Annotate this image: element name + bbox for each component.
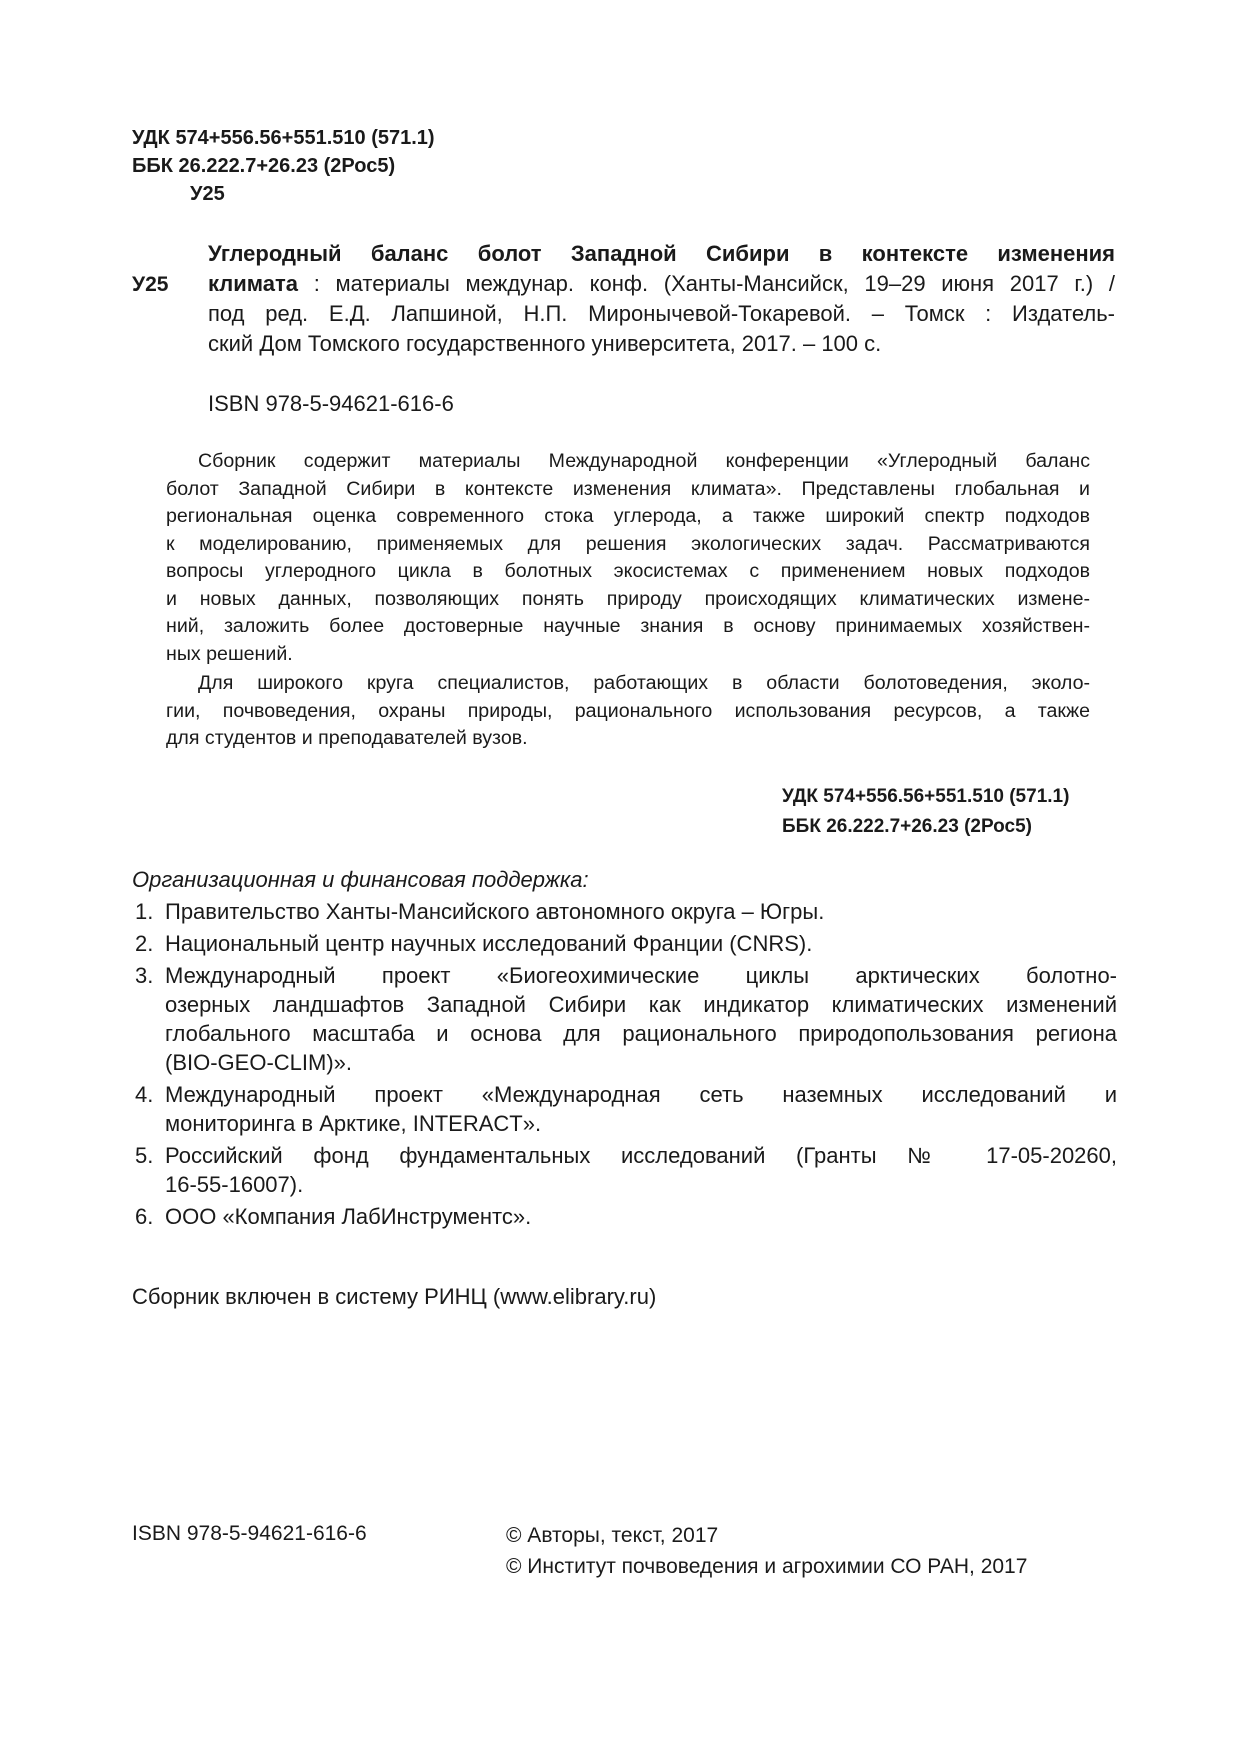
list-item: 3. Международный проект «Биогеохимические циклы арктических болотно- озерных ландшафтов Западной Сибири как индикатор климатических изменений глобального масштаба и основа для рационального природопользования региона (BIO-GEO-CLIM)». — [135, 963, 1117, 1075]
annotation-line: и новых данных, позволяющих понять природу происходящих климатических измене- — [166, 587, 1090, 610]
annotation-line: Для широкого круга специалистов, работающих в области болотоведения, эколо- — [198, 672, 1090, 694]
copyright-line: © Авторы, текст, 2017 — [506, 1524, 719, 1547]
list-item: 6. ООО «Компания ЛабИнструментс». — [135, 1204, 532, 1229]
annotation-line: вопросы углеродного цикла в болотных экосистемах с применением новых подходов — [166, 560, 1090, 582]
udk-code-footer: УДК 574+556.56+551.510 (571.1) — [782, 786, 1070, 807]
catalog-code: У25 — [132, 273, 169, 296]
catalog-publisher-line: ский Дом Томского государственного университета, 2017. – 100 с. — [208, 331, 882, 356]
catalog-editors-line: под ред. Е.Д. Лапшиной, Н.П. Миронычевой-Токаревой. – Томск : Издатель- — [208, 301, 1115, 326]
catalog-isbn: ISBN 978-5-94621-616-6 — [208, 391, 454, 416]
annotation — [166, 448, 1090, 753]
catalog-title-line-2: климата : материалы междунар. конф. (Ханты-Мансийск, 19–29 июня 2017 г.) / — [208, 271, 1115, 296]
bbk-code-footer: ББК 26.222.7+26.23 (2Рос5) — [782, 816, 1032, 837]
list-item: 5. Российский фонд фундаментальных исследований (Гранты № 17-05-20260, 16-55-16007). — [135, 1143, 1117, 1197]
list-item: 2. Национальный центр научных исследований Франции (CNRS). — [135, 931, 813, 956]
support-heading: Организационная и финансовая поддержка: — [132, 867, 589, 892]
bbk-code: ББК 26.222.7+26.23 (2Рос5) — [132, 155, 396, 177]
annotation-line: болот Западной Сибири в контексте изменения климата». Представлены глобальная и — [166, 477, 1090, 500]
support-list — [132, 897, 1117, 1231]
list-item: 1. Правительство Ханты-Мансийского автономного округа – Югры. — [135, 899, 825, 924]
support-section — [132, 865, 1117, 1231]
annotation-line: Сборник содержит материалы Международной конференции «Углеродный баланс — [198, 450, 1090, 472]
copyright-line: © Институт почвоведения и агрохимии СО РАН, 2017 — [506, 1555, 1028, 1578]
udk-code: УДК 574+556.56+551.510 (571.1) — [132, 127, 435, 149]
annotation-line: региональная оценка современного стока углерода, а также широкий спектр подходов — [166, 505, 1090, 527]
catalog-entry — [208, 239, 1115, 359]
annotation-line: ний, заложить более достоверные научные знания в основу принимаемых хозяйствен- — [166, 615, 1090, 637]
annotation-line: к моделированию, применяемых для решения экологических задач. Рассматриваются — [166, 532, 1090, 555]
annotation-line: гии, почвоведения, охраны природы, рационального использования ресурсов, а также — [166, 699, 1090, 722]
footer-isbn: ISBN 978-5-94621-616-6 — [132, 1522, 367, 1545]
catalog-title-line-1: Углеродный баланс болот Западной Сибири в контексте изменения — [208, 241, 1115, 266]
udk-header — [132, 124, 435, 208]
rinc-note: Сборник включен в систему РИНЦ (www.elibrary.ru) — [132, 1284, 657, 1309]
udk-footer — [782, 782, 1069, 842]
annotation-line: для студентов и преподавателей вузов. — [166, 727, 528, 749]
author-sign: У25 — [190, 183, 225, 205]
annotation-line: ных решений. — [166, 642, 293, 665]
list-item: 4. Международный проект «Международная сеть наземных исследований и мониторинга в Арктике, INTERACT». — [135, 1082, 1117, 1136]
copyright-block — [506, 1520, 1027, 1582]
